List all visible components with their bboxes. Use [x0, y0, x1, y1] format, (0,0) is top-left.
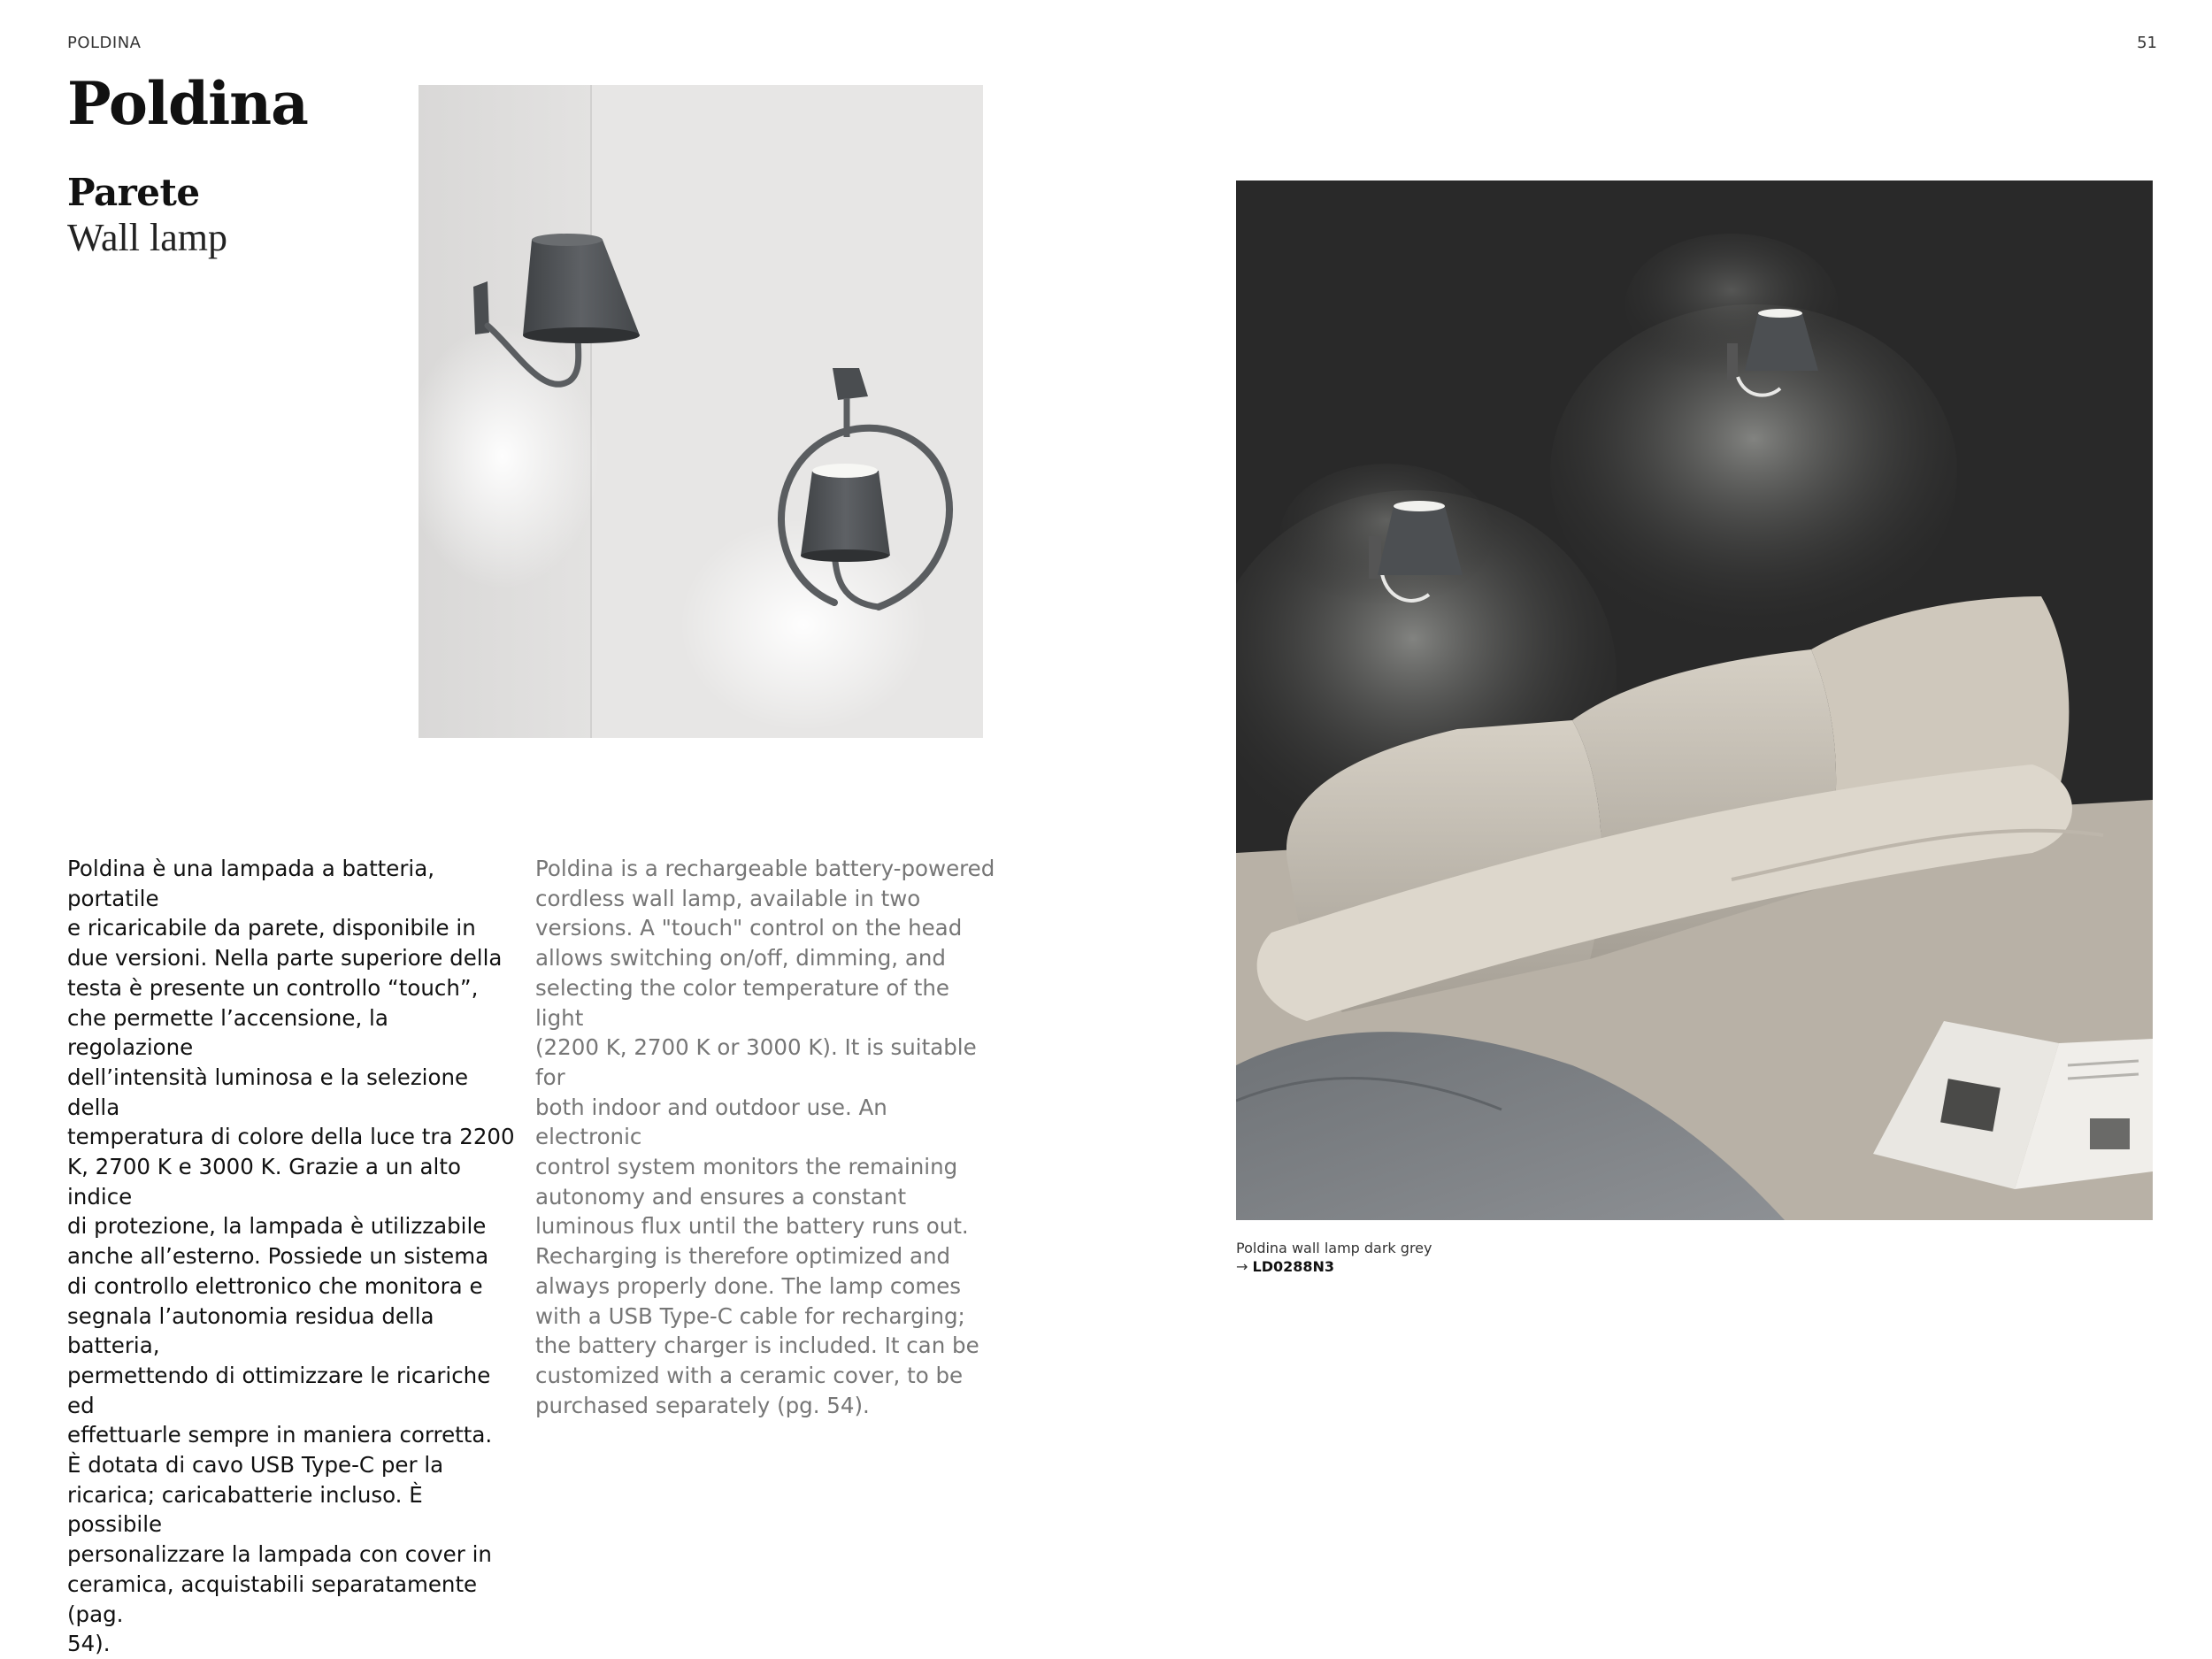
arrow-right-icon: →	[1236, 1258, 1248, 1275]
description-italian: Poldina è una lampada a batteria, portatile e ricaricabile da parete, disponibile in due versioni. Nella parte superiore della testa è presente un controllo “touch”, che permette l’accensione, la regolazione dell’intensità luminosa e la selezione della temperatura di colore della luce tra 2200 K, 2700 K e 3000 K. Grazie a un alto indice di protezione, la lampada è utilizzabile anche all’esterno. Possiede un sistema di controllo elettronico che monitora e segnala l’autonomia residua della batteria, permettendo di ottimizzare le ricariche ed effettuarle sempre in maniera corretta. È dotata di cavo USB Type-C per la ricarica; caricabatterie incluso. È possibile personalizzare la lampada con cover in ceramica, acquistabili separatamente (pag. 54).	[67, 856, 515, 1657]
subtitle-italian: Parete	[67, 171, 200, 214]
ambient-photo	[1236, 180, 2153, 1220]
page-number: 51	[2137, 34, 2157, 52]
description-english: Poldina is a rechargeable battery-powered cordless wall lamp, available in two versions. A "touch" control on the head allows switching on/off, dimming, and selecting the color temperature of the light (2200 K, 2700 K or 3000 K). It is suitable for both indoor and outdoor use. An electronic control system monitors the remaining autonomy and ensures a constant luminous flux until the battery runs out. Recharging is therefore optimized and always properly done. The lamp comes with a USB Type-C cable for recharging; the battery charger is included. It can be customized with a ceramic cover, to be purchased separately (pg. 54).	[535, 856, 995, 1418]
caption-text: Poldina wall lamp dark grey	[1236, 1240, 1432, 1256]
ambient-photo-illustration	[1236, 180, 2153, 1220]
subtitle-english: Wall lamp	[67, 216, 227, 259]
product-photo	[419, 85, 983, 738]
product-code: LD0288N3	[1252, 1258, 1335, 1275]
page-title: Poldina	[67, 69, 308, 138]
running-head: POLDINA	[67, 34, 142, 52]
photo-caption	[1236, 1239, 1432, 1276]
caption-product-code	[1236, 1257, 1432, 1276]
product-photo-illustration	[419, 85, 983, 738]
